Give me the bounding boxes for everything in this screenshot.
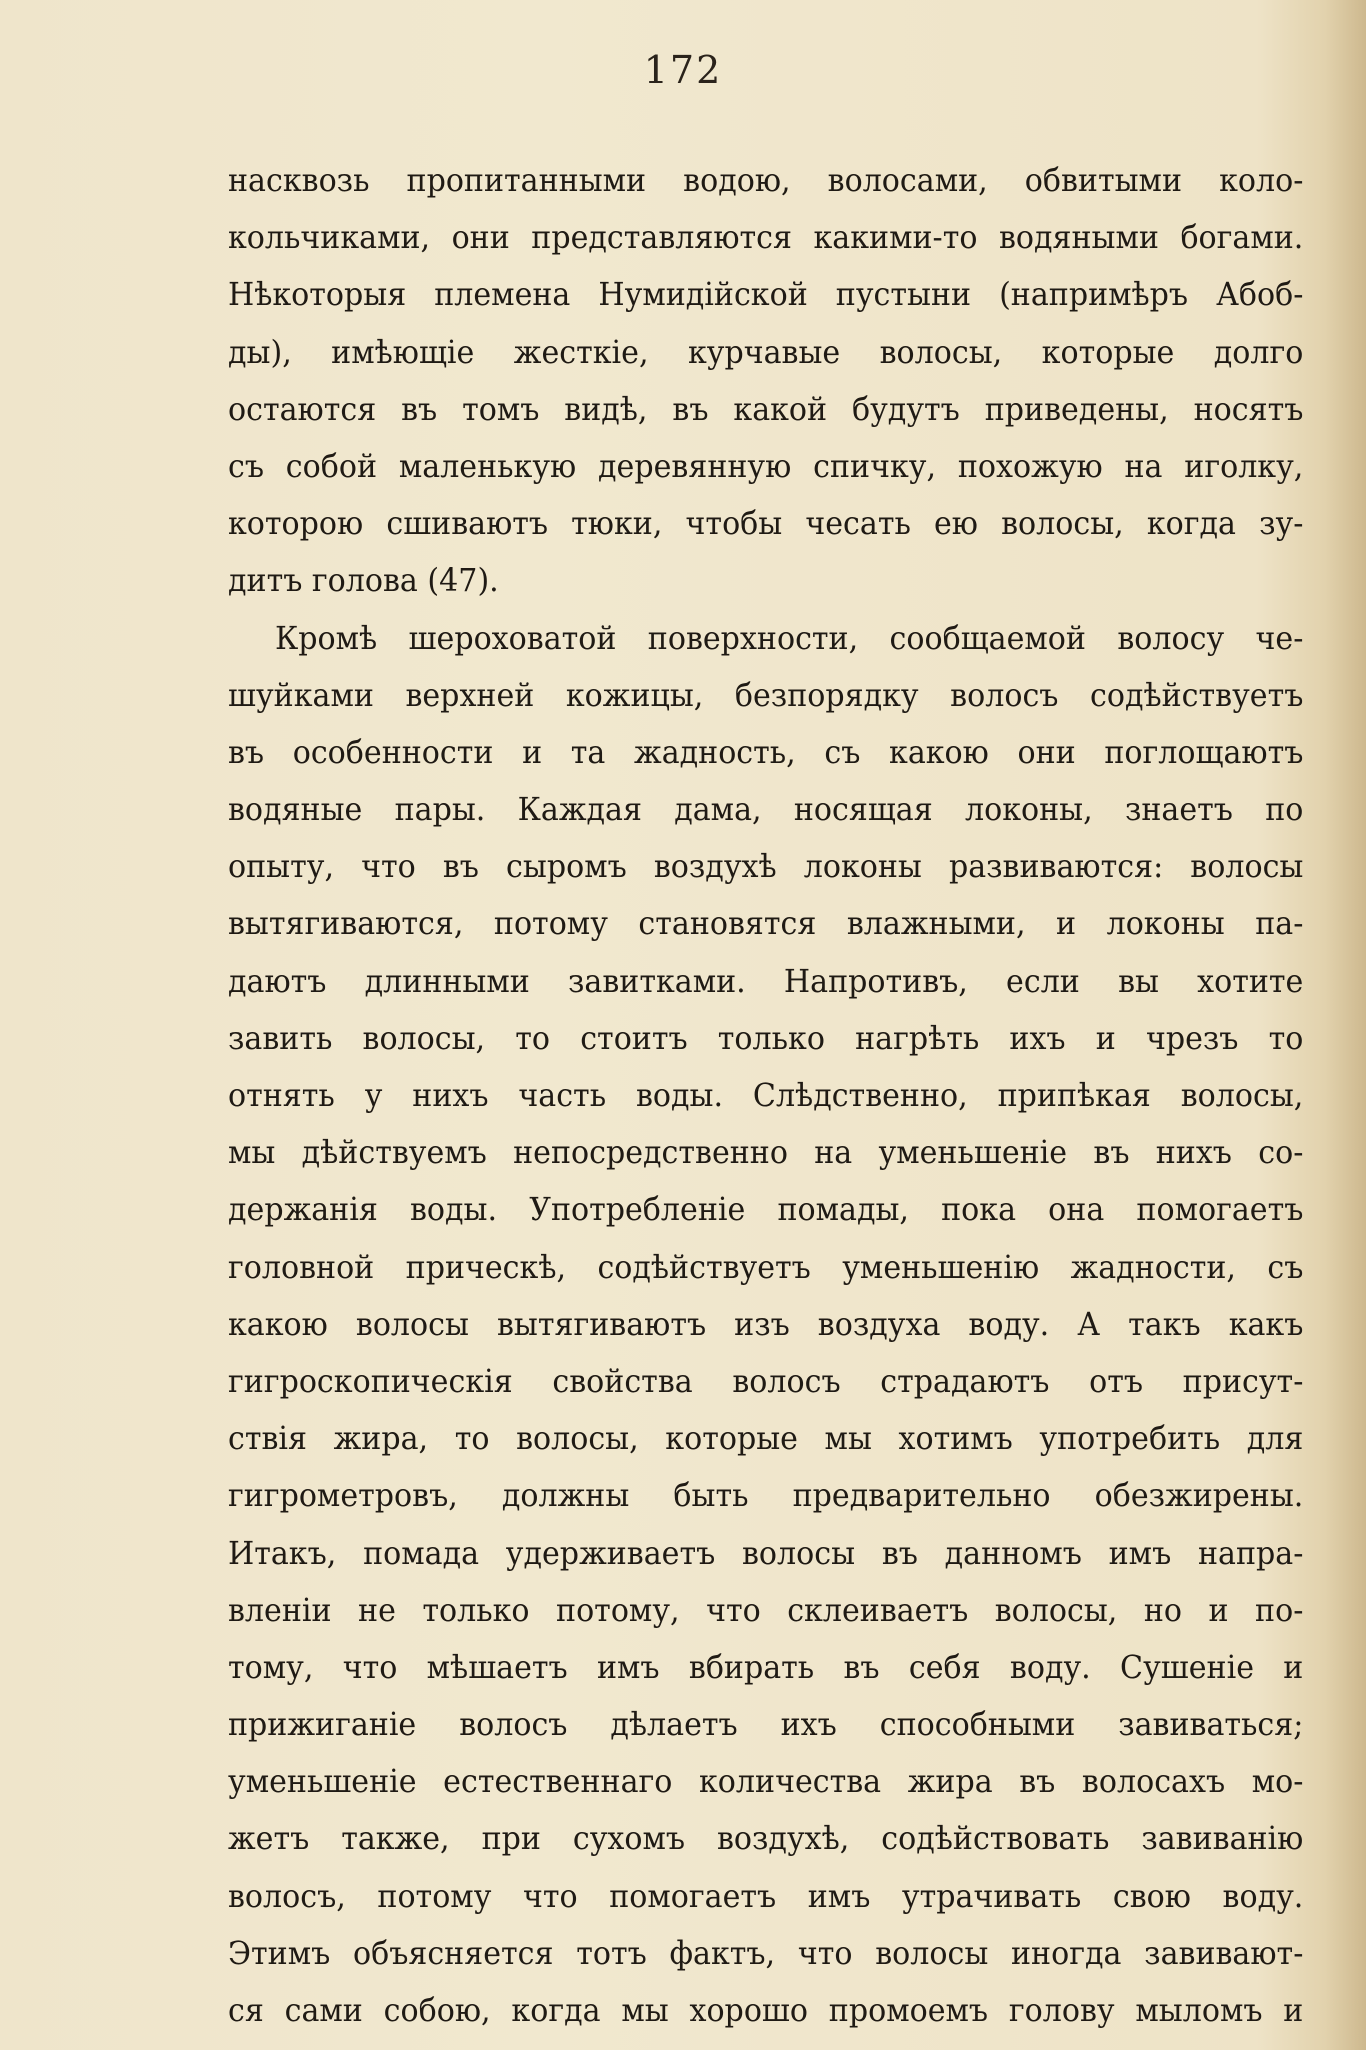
text-line: держанія воды. Употребленіе помады, пока она помогаетъ [228, 1190, 1304, 1229]
text-line: дитъ голова (47). [228, 561, 499, 600]
text-line: водяные пары. Каждая дама, носящая локоны, знаетъ по [228, 790, 1304, 829]
text-line: опыту, что въ сыромъ воздухѣ локоны развиваются: волосы [228, 847, 1304, 886]
text-line: насквозь пропитанными водою, волосами, обвитыми коло- [228, 161, 1304, 199]
text-line: какою волосы вытягиваютъ изъ воздуха воду. А такъ какъ [228, 1304, 1304, 1343]
text-line: Нѣкоторыя племена Нумидійской пустыни (напримѣръ Абоб- [228, 275, 1304, 314]
text-line: даютъ длинными завитками. Напротивъ, если вы хотите [228, 961, 1304, 1000]
text-line: ся сами собою, когда мы хорошо промоемъ голову мыломъ и [228, 1991, 1304, 2029]
text-line: завить волосы, то стоитъ только нагрѣть ихъ и чрезъ то [228, 1018, 1304, 1057]
text-line: которою сшиваютъ тюки, чтобы чесать ею волосы, когда зу- [228, 504, 1304, 543]
text-line: остаются въ томъ видѣ, въ какой будутъ приведены, носятъ [228, 389, 1304, 428]
text-line: уменьшеніе естественнаго количества жира въ волосахъ мо- [228, 1762, 1304, 1801]
text-line: вленіи не только потому, что склеиваетъ волосы, но и по- [228, 1590, 1304, 1629]
text-line: мы дѣйствуемъ непосредственно на уменьшеніе въ нихъ со- [228, 1133, 1304, 1172]
text-line: Итакъ, помада удерживаетъ волосы въ данномъ имъ напра- [228, 1533, 1304, 1572]
text-line: съ собой маленькую деревянную спичку, похожую на иголку, [228, 446, 1304, 485]
text-line: вытягиваются, потому становятся влажными, и локоны па- [228, 904, 1304, 943]
page-number: 172 [643, 48, 723, 92]
text-line: отнять у нихъ часть воды. Слѣдственно, припѣкая волосы, [228, 1076, 1304, 1114]
text-line: волосъ, потому что помогаетъ имъ утрачивать свою воду. [228, 1876, 1304, 1915]
text-line: гигрометровъ, должны быть предварительно обезжирены. [228, 1476, 1304, 1515]
text-line: головной прическѣ, содѣйствуетъ уменьшенію жадности, съ [228, 1247, 1304, 1286]
text-line: прижиганіе волосъ дѣлаетъ ихъ способными завиваться; [228, 1705, 1304, 1744]
text-line: тому, что мѣшаетъ имъ вбирать въ себя воду. Сушеніе и [228, 1647, 1304, 1686]
text-line: ды), имѣющіе жесткіе, курчавые волосы, которые долго [228, 332, 1304, 371]
text-line: кольчиками, они представляются какими-то водяными богами. [228, 218, 1304, 257]
text-line: ствія жира, то волосы, которые мы хотимъ употребить для [228, 1419, 1304, 1458]
text-line: гигроскопическія свойства волосъ страдаютъ отъ присут- [228, 1361, 1304, 1400]
text-line: Кромѣ шероховатой поверхности, сообщаемой волосу че- [275, 618, 1304, 657]
text-line: Этимъ объясняется тотъ фактъ, что волосы иногда завивают- [228, 1933, 1304, 1972]
body-text [228, 152, 1303, 2039]
text-line: въ особенности и та жадность, съ какою они поглощаютъ [228, 732, 1304, 771]
text-line: шуйками верхней кожицы, безпорядку волосъ содѣйствуетъ [228, 675, 1304, 714]
text-line: жетъ также, при сухомъ воздухѣ, содѣйствовать завиванію [228, 1819, 1304, 1858]
